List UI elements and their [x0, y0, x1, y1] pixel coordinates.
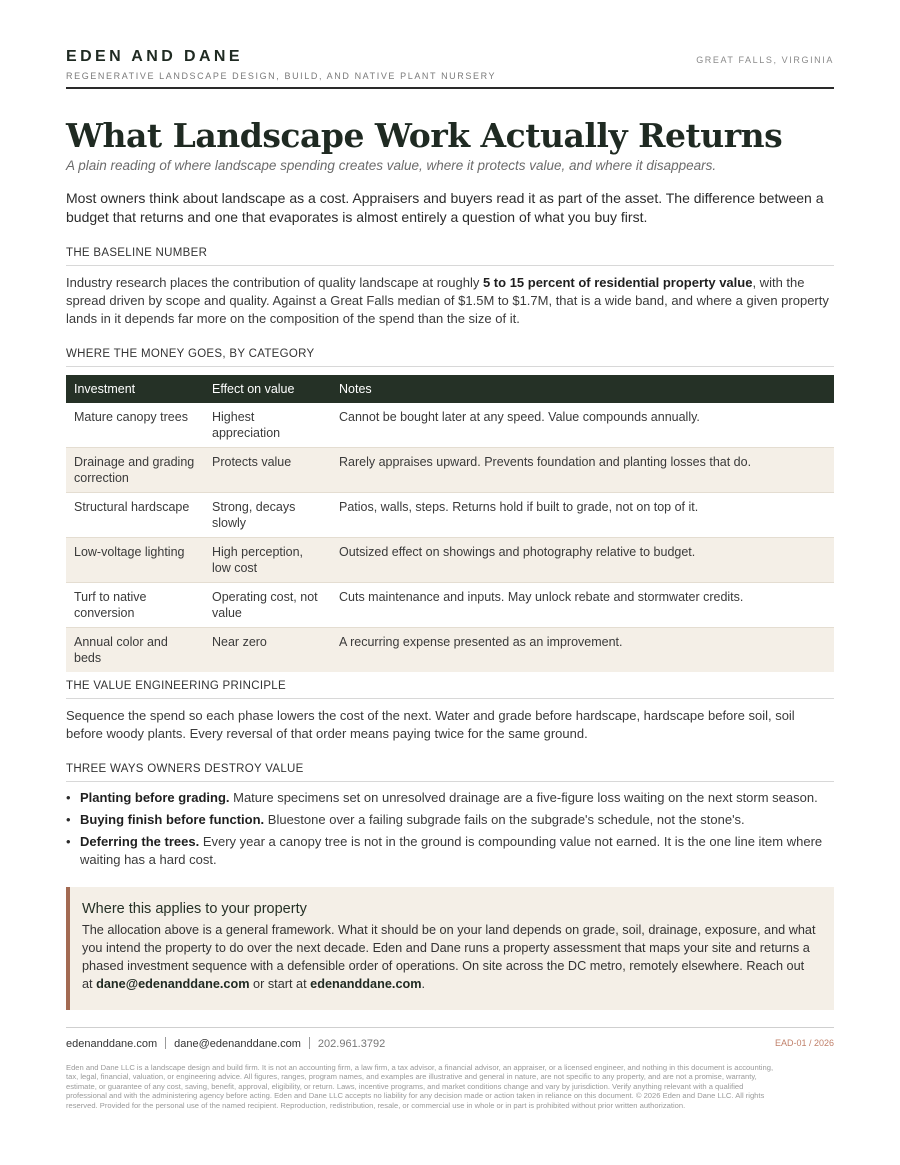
cell-notes: A recurring expense presented as an improvement.	[339, 635, 623, 649]
footer-contact-row	[66, 1037, 834, 1053]
cell-notes: Cuts maintenance and inputs. May unlock rebate and stormwater credits.	[331, 583, 834, 628]
cell-investment: Drainage and grading correction	[66, 448, 204, 493]
section-heading-destroy: THREE WAYS OWNERS DESTROY VALUE	[66, 763, 834, 782]
category-table	[66, 375, 834, 672]
table-row	[66, 538, 834, 583]
list-item-text: Every year a canopy tree is not in the ground is compounding value not earned. It is the one line item where waiting has a hard cost.	[80, 834, 823, 867]
table-row	[66, 628, 834, 673]
cell-effect: High perception, low cost	[204, 538, 331, 583]
brand-tagline: REGENERATIVE LANDSCAPE DESIGN, BUILD, AND NATIVE PLANT NURSERY	[66, 71, 497, 81]
callout-end-text: .	[421, 977, 426, 991]
column-header-investment: Investment	[74, 382, 136, 396]
baseline-paragraph	[66, 274, 834, 328]
cell-effect: Operating cost, not value	[204, 583, 331, 628]
section-heading-principle: THE VALUE ENGINEERING PRINCIPLE	[66, 680, 834, 699]
cell-investment: Low-voltage lighting	[66, 538, 204, 583]
cell-notes: Rarely appraises upward. Prevents foundation and planting losses that do.	[331, 448, 834, 493]
callout-text: The allocation above is a general framework. What it should be on your land depends on grade, soil, drainage, exposure, and what you intend the property to do over the next decade. Eden and Dane runs a property assessment that maps your site and returns a phased investment sequence with a defensible order of operations. On site across the DC metro, remotely elsewhere. Reach out at	[82, 923, 816, 991]
list-item	[66, 811, 834, 829]
cell-effect: Protects value	[204, 448, 331, 493]
callout-box	[66, 887, 834, 1010]
table-row	[66, 403, 834, 448]
table-row	[66, 493, 834, 538]
baseline-text-before: Industry research places the contribution of quality landscape at roughly	[66, 275, 483, 290]
list-item-lead: Deferring the trees.	[80, 834, 200, 849]
callout-title: Where this applies to your property	[82, 901, 307, 917]
section-heading-baseline: THE BASELINE NUMBER	[66, 247, 834, 266]
list-item-text: Mature specimens set on unresolved drainage are a five-figure loss waiting on the next storm season.	[229, 790, 818, 805]
list-item	[66, 789, 834, 807]
brand-name: EDEN AND DANE	[66, 48, 243, 65]
list-item	[66, 833, 834, 869]
footer-website-link[interactable]: edenanddane.com	[66, 1038, 158, 1050]
cell-effect: Strong, decays slowly	[204, 493, 331, 538]
location-label: GREAT FALLS, VIRGINIA	[696, 55, 834, 65]
baseline-emphasis: 5 to 15 percent of residential property value	[482, 275, 753, 290]
callout-site-link[interactable]: edenanddane.com	[310, 977, 422, 991]
cell-investment: Structural hardscape	[66, 493, 204, 538]
footer-divider	[165, 1037, 166, 1049]
table-header-row	[66, 375, 834, 403]
list-item-lead: Buying finish before function.	[80, 812, 265, 827]
table-row	[66, 448, 834, 493]
cell-notes: Outsized effect on showings and photography relative to budget.	[331, 538, 834, 583]
lead-paragraph: Most owners think about landscape as a cost. Appraisers and buyers read it as part of the asset. The difference between a budget that returns and one that evaporates is almost entirely a question of what you buy first.	[66, 190, 824, 225]
footer-divider	[309, 1037, 310, 1049]
cell-investment: Mature canopy trees	[66, 403, 204, 448]
destroy-list	[66, 789, 834, 869]
callout-middle-text: or start at	[249, 977, 311, 991]
page-title: What Landscape Work Actually Returns	[66, 116, 783, 155]
cell-notes: Patios, walls, steps. Returns hold if built to grade, not on top of it.	[331, 493, 834, 538]
footer-email-link[interactable]: dane@edenanddane.com	[174, 1038, 301, 1050]
cell-effect: Near zero	[212, 635, 267, 649]
footer	[66, 1027, 834, 1110]
principle-paragraph: Sequence the spend so each phase lowers the cost of the next. Water and grade before hardscape, hardscape before soil, soil before woody plants. Every reversal of that order means paying twice for the same ground.	[66, 708, 795, 741]
section-heading-categories: WHERE THE MONEY GOES, BY CATEGORY	[66, 348, 834, 367]
footer-phone: 202.961.3792	[317, 1038, 386, 1050]
callout-email-link[interactable]: dane@edenanddane.com	[96, 977, 250, 991]
callout-body	[82, 921, 818, 993]
legal-disclaimer: Eden and Dane LLC is a landscape design and build firm. It is not an accounting firm, a law firm, a tax advisor, a financial advisor, an appraiser, or a licensed engineer, and nothing in this document is accounting, tax, legal, financial, valuation, or engineering advice. All figures, ranges, program names, and examples are illustrative and general in nature, are not specific to any property, and are not a promise, warranty, estimate, or guarantee of any cost, saving, benefit, approval, eligibility, or return. Laws, incentive programs, and market conditions change and vary by jurisdiction. Verify anything relevant with a qualified professional and with the administering agency before acting. Eden and Dane LLC accepts no liability for any decision made or action taken in reliance on this document. © 2026 Eden and Dane LLC. All rights reserved. Provided for the personal use of the named recipient. Reproduction, redistribution, resale, or commercial use in whole or in part is prohibited without prior written authorization.	[66, 1063, 774, 1110]
cell-investment: Turf to native conversion	[66, 583, 204, 628]
cell-effect: Highest appreciation	[204, 403, 331, 448]
table-row	[66, 583, 834, 628]
cell-investment: Annual color and beds	[74, 635, 168, 665]
masthead	[66, 0, 834, 89]
cell-notes: Cannot be bought later at any speed. Value compounds annually.	[331, 403, 834, 448]
document-id: EAD-01 / 2026	[774, 1038, 834, 1048]
page-subtitle: A plain reading of where landscape spending creates value, where it protects value, and where it disappears.	[66, 158, 717, 173]
column-header-effect: Effect on value	[212, 382, 295, 396]
baseline-text-after: , with the spread driven by scope and quality. Against a Great Falls median of $1.5M to $1.7M, that is a wide band, and where a given property lands in it depends far more on the composition of the spend than the size of it.	[66, 275, 829, 326]
list-item-text: Bluestone over a failing subgrade fails on the subgrade's schedule, not the stone's.	[264, 812, 745, 827]
list-item-lead: Planting before grading.	[80, 790, 230, 805]
column-header-notes: Notes	[339, 382, 372, 396]
